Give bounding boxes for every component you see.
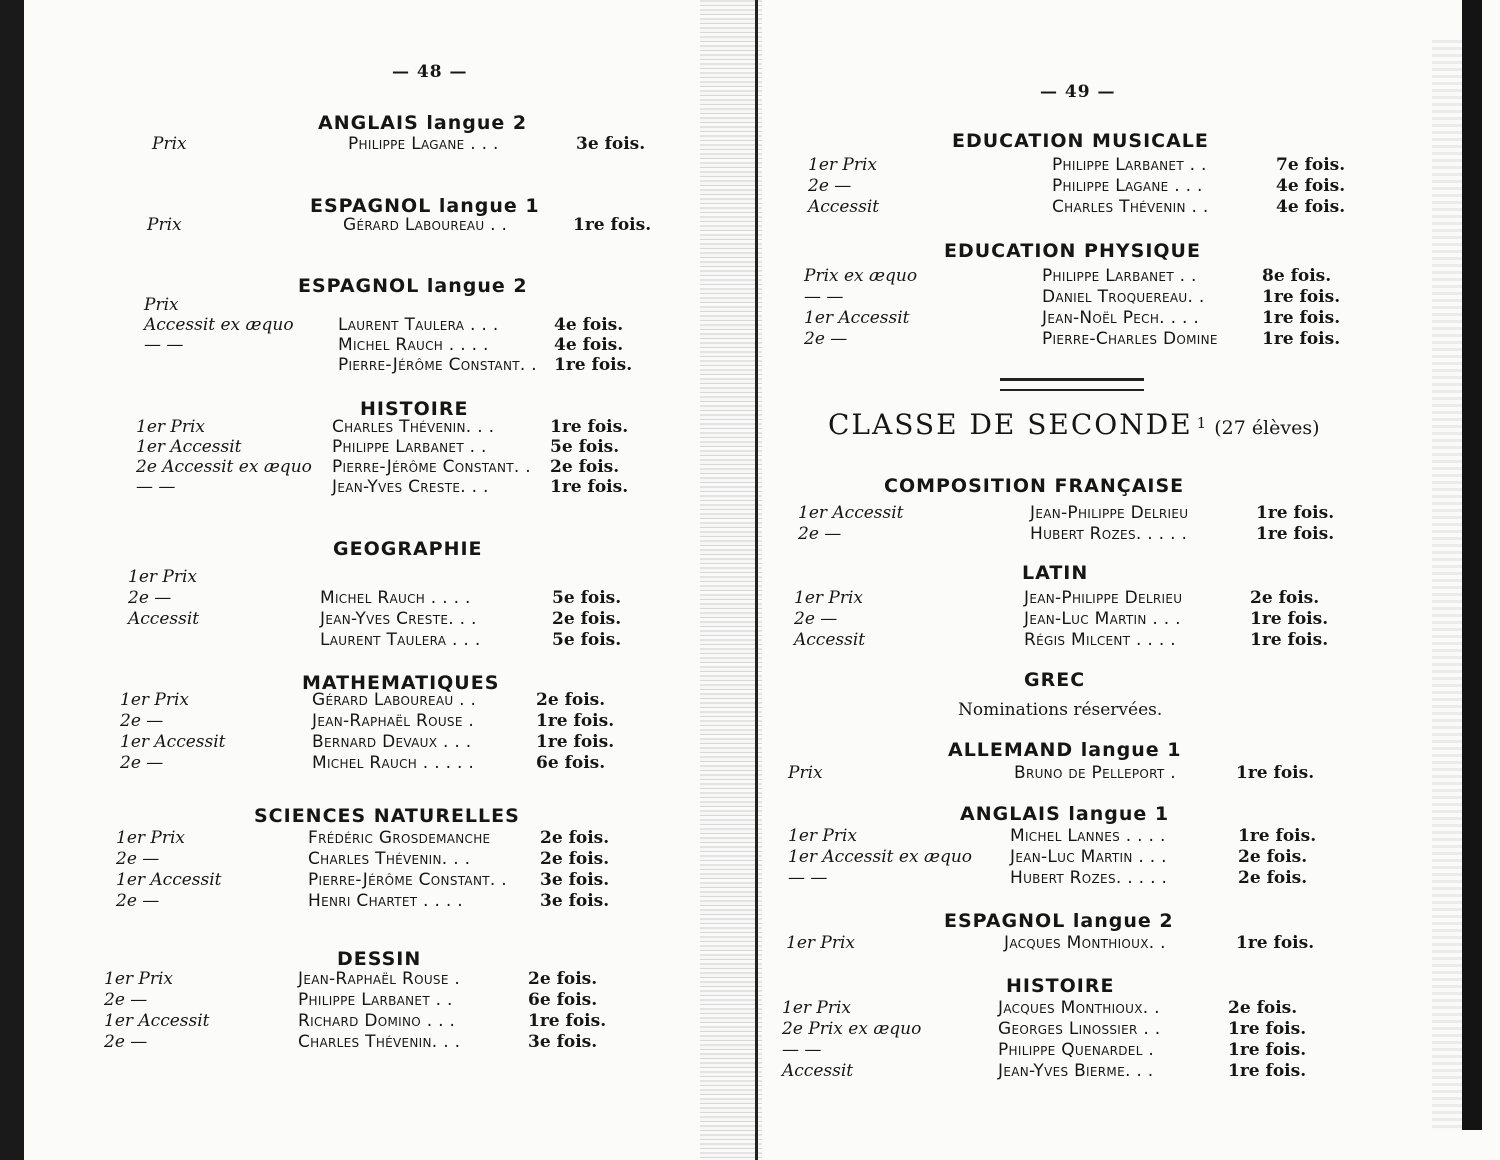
- award-label: Accessit: [808, 197, 880, 217]
- student-name: Gérard Laboureau . .: [343, 215, 508, 235]
- student-name: Jean-Philippe Delrieu: [1024, 588, 1183, 608]
- award-label: 2e —: [120, 753, 164, 773]
- award-label: — —: [804, 287, 844, 307]
- times-count: 1re fois.: [1228, 1061, 1307, 1081]
- award-label: 1er Prix: [808, 155, 877, 175]
- student-name: Jean-Philippe Delrieu: [1030, 503, 1189, 523]
- student-name: Philippe Larbanet . .: [1052, 155, 1207, 175]
- section-title: ALLEMAND langue 1: [948, 739, 1182, 761]
- award-label: Accessit: [782, 1061, 854, 1081]
- award-label: Accessit: [794, 630, 866, 650]
- award-label: 1er Accessit: [104, 1011, 210, 1031]
- award-label: 1er Accessit: [804, 308, 910, 328]
- award-label: 2e —: [116, 849, 160, 869]
- student-name: Michel Rauch . . . .: [320, 588, 471, 608]
- times-count: 2e fois.: [540, 828, 610, 848]
- student-name: Charles Thévenin. . .: [332, 417, 495, 437]
- times-count: 2e fois.: [1238, 868, 1308, 888]
- times-count: 4e fois.: [554, 335, 624, 355]
- times-count: 1re fois.: [554, 355, 633, 375]
- times-count: 2e fois.: [540, 849, 610, 869]
- section-title: LATIN: [1022, 562, 1089, 584]
- award-label: 2e —: [794, 609, 838, 629]
- award-label: Accessit: [128, 609, 200, 629]
- times-count: 1re fois.: [1262, 329, 1341, 349]
- times-count: 1re fois.: [528, 1011, 607, 1031]
- grec-note: Nominations réservées.: [958, 700, 1163, 720]
- student-name: Régis Milcent . . . .: [1024, 630, 1176, 650]
- times-count: 1re fois.: [1236, 933, 1315, 953]
- student-name: Pierre-Jérôme Constant. .: [308, 870, 507, 890]
- student-name: Jacques Monthioux. .: [998, 998, 1160, 1018]
- times-count: 2e fois.: [1228, 998, 1298, 1018]
- award-label: 2e —: [798, 524, 842, 544]
- award-label: Prix: [147, 215, 182, 235]
- student-name: Hubert Rozes. . . . .: [1030, 524, 1188, 544]
- award-label: Prix ex æquo: [804, 266, 918, 286]
- times-count: 6e fois.: [528, 990, 598, 1010]
- times-count: 2e fois.: [1250, 588, 1320, 608]
- class-heading-count: (27 élèves): [1214, 417, 1320, 439]
- section-title: ANGLAIS langue 1: [960, 803, 1170, 825]
- times-count: 5e fois.: [552, 588, 622, 608]
- times-count: 7e fois.: [1276, 155, 1346, 175]
- section-title: ESPAGNOL langue 2: [944, 910, 1174, 932]
- student-name: Jean-Luc Martin . . .: [1010, 847, 1167, 867]
- student-name: Charles Thévenin. . .: [298, 1032, 461, 1052]
- student-name: Daniel Troquereau. .: [1042, 287, 1205, 307]
- section-title: EDUCATION MUSICALE: [952, 130, 1209, 152]
- times-count: 1re fois.: [573, 215, 652, 235]
- award-label: 2e —: [104, 1032, 148, 1052]
- times-count: 2e fois.: [1238, 847, 1308, 867]
- student-name: Philippe Lagane . . .: [348, 134, 499, 154]
- times-count: 4e fois.: [1276, 197, 1346, 217]
- class-heading: [828, 408, 1320, 441]
- award-label: 1er Accessit: [798, 503, 904, 523]
- times-count: 2e fois.: [550, 457, 620, 477]
- award-label: 1er Prix: [788, 826, 857, 846]
- student-name: Michel Rauch . . . . .: [312, 753, 475, 773]
- award-label: 1er Prix: [786, 933, 855, 953]
- award-label: 1er Prix: [128, 567, 197, 587]
- times-count: 3e fois.: [576, 134, 646, 154]
- double-rule-divider: [1000, 378, 1144, 391]
- times-count: 1re fois.: [550, 477, 629, 497]
- student-name: Philippe Quenardel .: [998, 1040, 1155, 1060]
- times-count: 3e fois.: [540, 891, 610, 911]
- award-label: Accessit ex æquo: [144, 315, 294, 335]
- award-label: 2e —: [808, 176, 852, 196]
- section-title: ANGLAIS langue 2: [318, 112, 528, 134]
- student-name: Jean-Raphaël Rouse .: [312, 711, 475, 731]
- award-label: 1er Prix: [136, 417, 205, 437]
- student-name: Jean-Yves Bierme. . .: [998, 1061, 1154, 1081]
- student-name: Philippe Larbanet . .: [332, 437, 487, 457]
- scan-right-edge: [1462, 0, 1482, 1130]
- student-name: Pierre-Jérôme Constant. .: [332, 457, 531, 477]
- times-count: 2e fois.: [528, 969, 598, 989]
- award-label: 2e —: [120, 711, 164, 731]
- section-title: ESPAGNOL langue 2: [298, 275, 528, 297]
- student-name: Philippe Larbanet . .: [1042, 266, 1197, 286]
- section-title: HISTOIRE: [360, 398, 469, 420]
- section-title: COMPOSITION FRANÇAISE: [884, 475, 1185, 497]
- student-name: Hubert Rozes. . . . .: [1010, 868, 1168, 888]
- award-label: Prix: [144, 295, 179, 315]
- student-name: Gérard Laboureau . .: [312, 690, 477, 710]
- award-label: 1er Prix: [782, 998, 851, 1018]
- student-name: Philippe Larbanet . .: [298, 990, 453, 1010]
- student-name: Henri Chartet . . . .: [308, 891, 463, 911]
- student-name: Georges Linossier . .: [998, 1019, 1161, 1039]
- student-name: Jean-Noël Pech. . . .: [1042, 308, 1200, 328]
- page-49: [760, 0, 1460, 1160]
- student-name: Pierre-Charles Domine: [1042, 329, 1218, 349]
- class-heading-footnote: 1: [1196, 413, 1207, 432]
- gutter-line: [755, 0, 758, 1160]
- times-count: 4e fois.: [554, 315, 624, 335]
- student-name: Jean-Yves Creste. . .: [332, 477, 489, 497]
- page-48: [0, 0, 720, 1160]
- student-name: Frédéric Grosdemanche: [308, 828, 491, 848]
- award-label: Prix: [788, 763, 823, 783]
- section-title: HISTOIRE: [1006, 975, 1115, 997]
- award-label: 2e —: [104, 990, 148, 1010]
- award-label: 2e —: [804, 329, 848, 349]
- times-count: 1re fois.: [1256, 503, 1335, 523]
- award-label: 2e Accessit ex æquo: [136, 457, 312, 477]
- section-title: MATHEMATIQUES: [302, 672, 500, 694]
- student-name: Philippe Lagane . . .: [1052, 176, 1203, 196]
- award-label: Prix: [152, 134, 187, 154]
- times-count: 1re fois.: [1228, 1019, 1307, 1039]
- student-name: Michel Rauch . . . .: [338, 335, 489, 355]
- times-count: 3e fois.: [528, 1032, 598, 1052]
- section-title: ESPAGNOL langue 1: [310, 195, 540, 217]
- award-label: 2e —: [128, 588, 172, 608]
- times-count: 1re fois.: [1262, 287, 1341, 307]
- award-label: — —: [136, 477, 176, 497]
- times-count: 1re fois.: [1238, 826, 1317, 846]
- student-name: Bernard Devaux . . .: [312, 732, 472, 752]
- student-name: Jacques Monthioux. .: [1004, 933, 1166, 953]
- award-label: — —: [144, 335, 184, 355]
- student-name: Jean-Yves Creste. . .: [320, 609, 477, 629]
- student-name: Charles Thévenin . .: [1052, 197, 1209, 217]
- award-label: 1er Accessit ex æquo: [788, 847, 973, 867]
- award-label: 1er Prix: [120, 690, 189, 710]
- student-name: Laurent Taulera . . .: [338, 315, 499, 335]
- times-count: 6e fois.: [536, 753, 606, 773]
- times-count: 1re fois.: [1228, 1040, 1307, 1060]
- section-title: SCIENCES NATURELLES: [254, 805, 520, 827]
- student-name: Charles Thévenin. . .: [308, 849, 471, 869]
- times-count: 5e fois.: [550, 437, 620, 457]
- student-name: Pierre-Jérôme Constant. .: [338, 355, 537, 375]
- times-count: 2e fois.: [536, 690, 606, 710]
- times-count: 3e fois.: [540, 870, 610, 890]
- times-count: 4e fois.: [1276, 176, 1346, 196]
- student-name: Jean-Raphaël Rouse .: [298, 969, 461, 989]
- award-label: 1er Prix: [104, 969, 173, 989]
- times-count: 5e fois.: [552, 630, 622, 650]
- page-number: — 49 —: [1040, 82, 1116, 102]
- award-label: — —: [788, 868, 828, 888]
- award-label: 1er Prix: [116, 828, 185, 848]
- times-count: 1re fois.: [1250, 630, 1329, 650]
- times-count: 1re fois.: [536, 711, 615, 731]
- award-label: 2e Prix ex æquo: [782, 1019, 922, 1039]
- times-count: 8e fois.: [1262, 266, 1332, 286]
- section-title: GEOGRAPHIE: [333, 538, 483, 560]
- times-count: 1re fois.: [1256, 524, 1335, 544]
- times-count: 1re fois.: [1262, 308, 1341, 328]
- times-count: 1re fois.: [1250, 609, 1329, 629]
- section-title: DESSIN: [337, 948, 422, 970]
- class-heading-title: CLASSE DE SECONDE: [828, 408, 1193, 441]
- award-label: 1er Accessit: [120, 732, 226, 752]
- student-name: Michel Lannes . . . .: [1010, 826, 1166, 846]
- page-number: — 48 —: [392, 62, 468, 82]
- times-count: 1re fois.: [550, 417, 629, 437]
- student-name: Jean-Luc Martin . . .: [1024, 609, 1181, 629]
- times-count: 2e fois.: [552, 609, 622, 629]
- award-label: 2e —: [116, 891, 160, 911]
- times-count: 1re fois.: [1236, 763, 1315, 783]
- times-count: 1re fois.: [536, 732, 615, 752]
- student-name: Bruno de Pelleport .: [1014, 763, 1176, 783]
- award-label: 1er Prix: [794, 588, 863, 608]
- student-name: Richard Domino . . .: [298, 1011, 456, 1031]
- award-label: 1er Accessit: [116, 870, 222, 890]
- section-title: GREC: [1024, 669, 1086, 691]
- student-name: Laurent Taulera . . .: [320, 630, 481, 650]
- section-title: EDUCATION PHYSIQUE: [944, 240, 1201, 262]
- award-label: — —: [782, 1040, 822, 1060]
- award-label: 1er Accessit: [136, 437, 242, 457]
